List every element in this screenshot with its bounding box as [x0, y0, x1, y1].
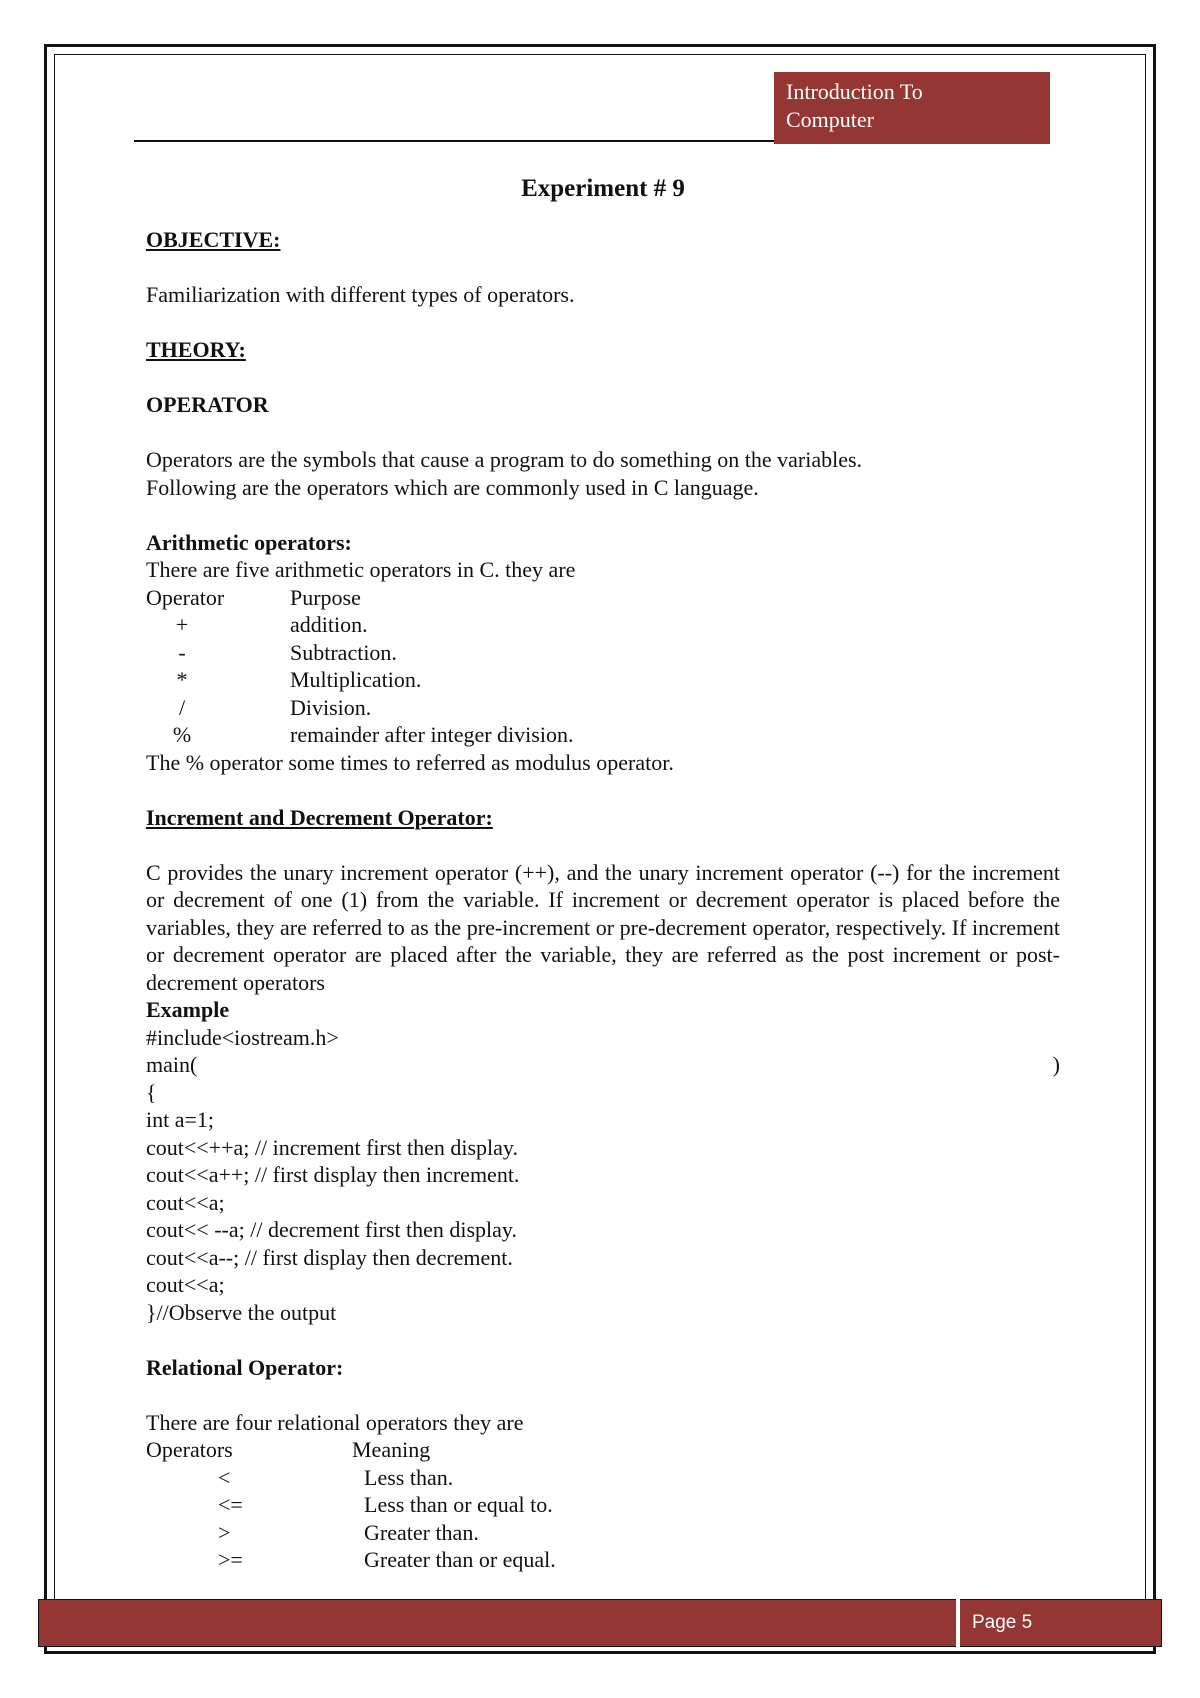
- operator-symbol: <: [218, 1464, 231, 1490]
- code-line: cout<<a;: [146, 1189, 225, 1215]
- operator-symbol: *: [176, 667, 188, 692]
- arithmetic-table-header: [146, 584, 1060, 612]
- header-rule: [134, 140, 774, 142]
- operator-purpose: addition.: [290, 612, 368, 637]
- incdec-heading: Increment and Decrement Operator:: [146, 804, 493, 830]
- table-row: [146, 666, 1060, 694]
- code-line: cout<< --a; // decrement first then display.: [146, 1217, 517, 1242]
- objective-text: Familiarization with different types of operators.: [146, 282, 575, 307]
- operator-symbol: -: [178, 639, 186, 665]
- operator-heading: OPERATOR: [146, 392, 269, 417]
- relational-table-header: [146, 1436, 1060, 1464]
- col-operators: Operators: [146, 1437, 233, 1462]
- code-line: {: [146, 1079, 157, 1105]
- operator-meaning: Greater than or equal.: [364, 1547, 556, 1572]
- operator-symbol: +: [175, 612, 189, 637]
- operator-symbol: %: [172, 722, 192, 747]
- operator-symbol: >=: [218, 1547, 243, 1572]
- arithmetic-intro: There are five arithmetic operators in C. they are: [146, 557, 576, 582]
- code-line: cout<<a;: [146, 1272, 225, 1297]
- relational-heading: Relational Operator:: [146, 1354, 344, 1380]
- operator-line-2: Following are the operators which are commonly used in C language.: [146, 474, 759, 500]
- col-operator: Operator: [146, 584, 225, 610]
- code-line: }//Observe the output: [146, 1299, 337, 1325]
- header-tag: [774, 72, 1050, 144]
- example-heading: Example: [146, 997, 230, 1022]
- col-purpose: Purpose: [290, 584, 361, 610]
- col-meaning: Meaning: [352, 1437, 431, 1462]
- table-row: [146, 1491, 1060, 1519]
- operator-purpose: Subtraction.: [290, 639, 397, 665]
- code-main-row: [146, 1051, 1060, 1079]
- code-main-close: ): [1052, 1052, 1060, 1077]
- operator-meaning: Greater than.: [364, 1519, 479, 1545]
- table-row: [146, 1464, 1060, 1492]
- code-line: cout<<++a; // increment first then display.: [146, 1134, 519, 1160]
- operator-symbol: >: [218, 1519, 231, 1545]
- operator-meaning: Less than or equal to.: [364, 1492, 553, 1517]
- table-row: [146, 694, 1060, 722]
- code-line: int a=1;: [146, 1107, 215, 1132]
- incdec-paragraph: C provides the unary increment operator (++), and the unary increment operator (--) for the increment or decrement of one (1) from the variable. If increment or decrement operator is placed before the variables, they are referred to as the pre-increment or pre-decrement operator, respectively. If increment or decrement operator are placed after the variable, they are referred as the post increment or post-decrement operators: [146, 859, 1060, 995]
- table-row: [146, 721, 1060, 749]
- table-row: [146, 639, 1060, 667]
- table-row: [146, 611, 1060, 639]
- operator-symbol: /: [178, 694, 186, 720]
- operator-purpose: Multiplication.: [290, 667, 422, 692]
- relational-intro: There are four relational operators they are: [146, 1409, 524, 1435]
- header-tag-line2: Computer: [786, 107, 874, 132]
- operator-meaning: Less than.: [364, 1464, 454, 1490]
- table-row: [146, 1519, 1060, 1547]
- code-line: cout<<a--; // first display then decrement.: [146, 1244, 513, 1270]
- code-line: cout<<a++; // first display then increment.: [146, 1162, 520, 1187]
- page-title: Experiment # 9: [521, 175, 685, 202]
- arithmetic-heading: Arithmetic operators:: [146, 529, 352, 555]
- document-body: [146, 172, 1060, 1574]
- arithmetic-note: The % operator some times to referred as modulus operator.: [146, 749, 674, 775]
- operator-purpose: remainder after integer division.: [290, 722, 574, 747]
- theory-heading: THEORY:: [146, 337, 246, 362]
- header-tag-line1: Introduction To: [786, 79, 923, 104]
- operator-purpose: Division.: [290, 694, 372, 720]
- page-number: Page 5: [972, 1612, 1033, 1633]
- objective-heading: OBJECTIVE:: [146, 227, 281, 252]
- code-line: #include<iostream.h>: [146, 1024, 339, 1050]
- footer-divider: [956, 1599, 960, 1647]
- operator-line-1: Operators are the symbols that cause a program to do something on the variables.: [146, 447, 863, 472]
- operator-symbol: <=: [218, 1492, 243, 1517]
- table-row: [146, 1546, 1060, 1574]
- code-main-open: main(: [146, 1052, 198, 1077]
